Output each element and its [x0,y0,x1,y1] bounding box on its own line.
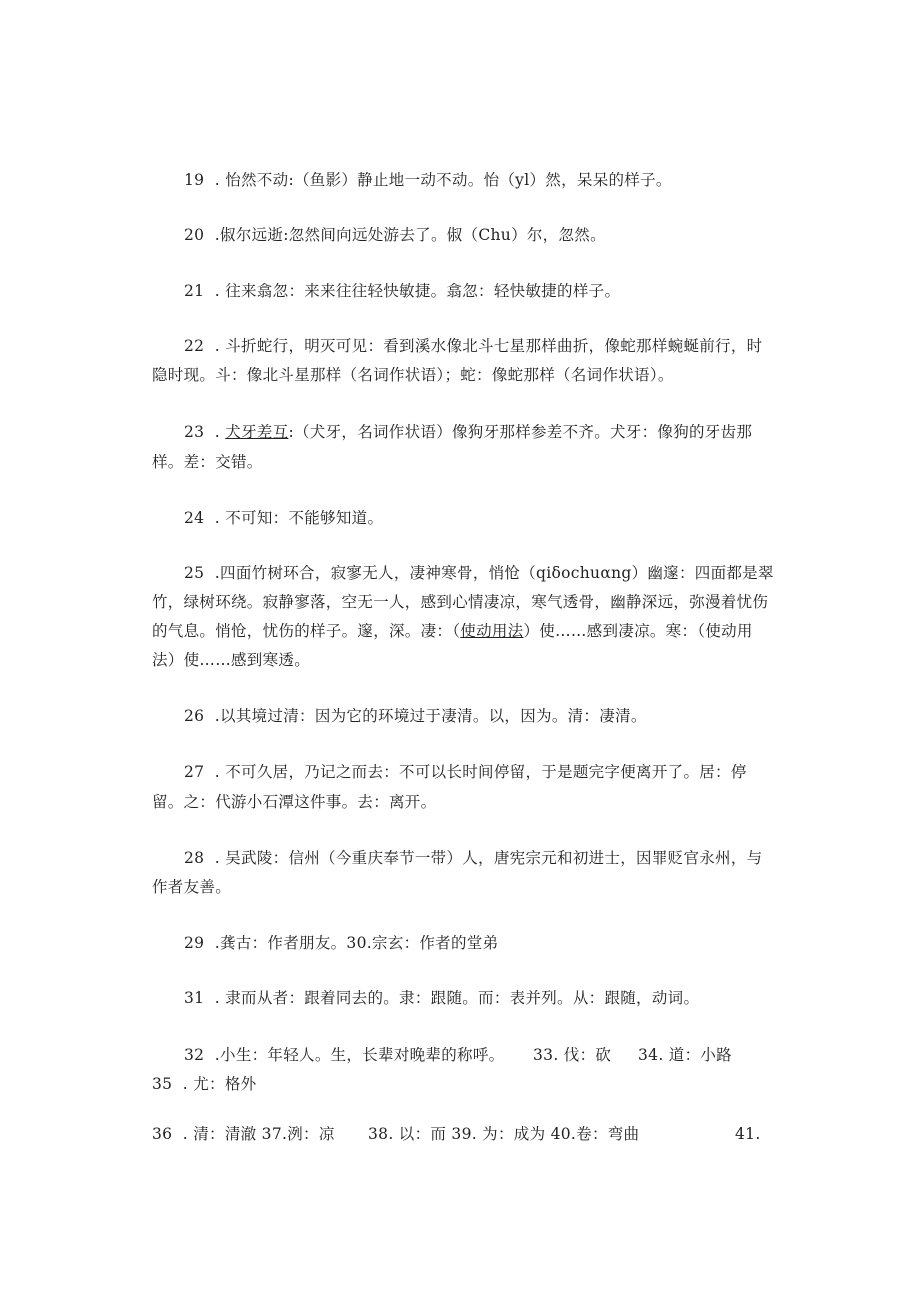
note-line: 法）使……感到寒透。 [152,651,311,669]
underlined-term: 犬牙差互 [225,423,289,441]
note-text: . 不可知：不能够知道。 [214,509,384,527]
note-line [184,848,794,868]
note-text: . 吴武陵：信州（今重庆奉节一带）人，唐宪宗元和初进士，因罪贬官永州，与 [214,849,763,867]
note-number: 32 [184,1046,205,1064]
note-line: 隐时现。斗：像北斗星那样（名词作状语）；蛇：像蛇那样（名词作状语）。 [152,366,674,384]
note-line [184,563,794,583]
note-33: 33. 伐：砍 [533,1046,612,1064]
note-text: . [214,423,226,441]
note-line: 竹，绿树环绕。寂静寥落，空无一人，感到心情凄凉，寒气透骨，幽静深远，弥漫着忧伤 [152,593,769,611]
note-text: . 尤：格外 [182,1075,257,1093]
note-line [184,422,794,442]
note-text: . 往来翕忽：来来往往轻快敏捷。翕忽：轻快敏捷的样子。 [214,282,621,300]
note-41: 41. [735,1125,761,1143]
note-line [184,933,794,953]
note-line [184,170,794,190]
note-34: 34. 道：小路 [638,1046,732,1064]
note-line [184,336,794,356]
note-number: 36 [152,1125,173,1143]
note-number: 31 [184,989,205,1007]
note-text: .小生：年轻人。生，长辈对晚辈的称呼。 [214,1046,505,1064]
note-number: 29 [184,934,205,952]
note-text: .四面竹树环合，寂寥无人，凄神寒骨，悄怆（qiδochuαng）幽邃：四面都是翠 [214,564,774,582]
note-text: . 怡然不动:（鱼影）静止地一动不动。怡（yl）然，呆呆的样子。 [214,171,672,189]
note-number: 21 [184,282,205,300]
note-text: .以其境过清：因为它的环境过于凄清。以，因为。清：凄清。 [214,707,647,725]
note-line [184,225,794,245]
note-number: 35 [152,1075,173,1093]
note-line: 留。之：代游小石潭这件事。去：离开。 [152,793,437,811]
note-number: 22 [184,337,205,355]
note-text: . 斗折蛇行，明灭可见：看到溪水像北斗七星那样曲折，像蛇那样蜿蜒前行，时 [214,337,763,355]
note-number: 25 [184,564,205,582]
note-text: .龚古：作者朋友。30.宗玄：作者的堂弟 [214,934,499,952]
note-text: . 清：清澈 37.洌：凉 [182,1125,335,1143]
note-number: 24 [184,509,205,527]
note-number: 26 [184,707,205,725]
note-line [184,762,794,782]
note-line [184,988,794,1008]
note-line [152,1074,762,1094]
note-text: . 隶而从者：跟着同去的。隶：跟随。而：表并列。从：跟随，动词。 [214,989,700,1007]
underlined-term: 使动用法 [460,622,524,640]
note-line [184,508,794,528]
note-number: 28 [184,849,205,867]
note-line [184,281,794,301]
note-text: ）使……感到凄凉。寒：（使动用 [523,622,753,640]
note-text: 的气息。悄怆，忧伤的样子。邃，深。凄：（ [152,622,461,640]
note-number: 20 [184,226,205,244]
note-line: 样。差：交错。 [152,453,263,471]
note-line [152,621,762,641]
note-number: 27 [184,763,205,781]
note-line: 作者友善。 [152,878,232,896]
note-38-40: 38. 以：而 39. 为：成为 40.卷：弯曲 [368,1125,640,1143]
note-line [184,706,794,726]
note-number: 23 [184,423,205,441]
note-text: .俶尔远逝:忽然间向远处游去了。俶（Chu）尔，忽然。 [214,226,606,244]
note-text: . 不可久居，乃记之而去：不可以长时间停留，于是题完字便离开了。居：停 [214,763,747,781]
note-number: 19 [184,171,205,189]
note-text: :（犬牙，名词作状语）像狗牙那样参差不齐。犬牙：像狗的牙齿那 [288,423,753,441]
